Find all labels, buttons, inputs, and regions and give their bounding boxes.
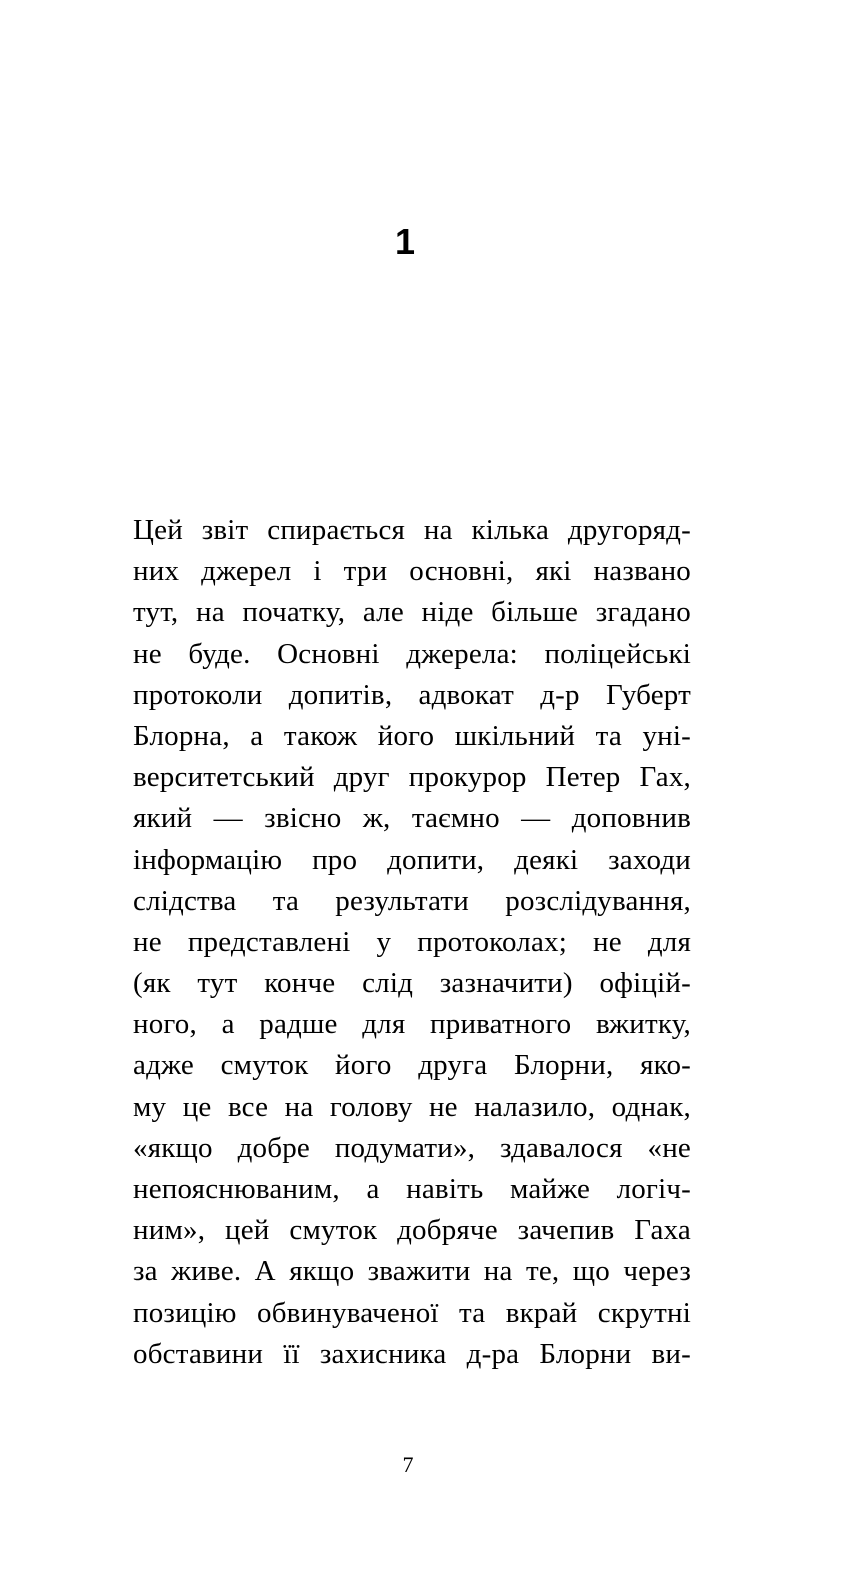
text-line: інформацію про допити, деякі заходи bbox=[133, 843, 691, 876]
text-line: за живе. А якщо зважити на те, що через bbox=[133, 1255, 691, 1288]
text-line: слідства та результати розслідування, bbox=[133, 884, 691, 917]
text-line: тут, на початку, але ніде більше згадано bbox=[133, 596, 691, 629]
text-line: протоколи допитів, адвокат д-р Губерт bbox=[133, 678, 691, 711]
text-line: «якщо добре подумати», здавалося «не bbox=[133, 1131, 691, 1164]
text-line: (як тут конче слід зазначити) офіцій- bbox=[133, 967, 691, 1000]
text-line: адже смуток його друга Блорни, яко- bbox=[133, 1049, 691, 1082]
text-line: не буде. Основні джерела: поліцейські bbox=[133, 637, 691, 670]
text-line: ного, а радше для приватного вжитку, bbox=[133, 1008, 691, 1041]
text-line: Блорна, а також його шкільний та уні- bbox=[133, 719, 691, 752]
text-line: непояснюваним, а навіть майже логіч- bbox=[133, 1173, 691, 1205]
text-line: обставини її захисника д-ра Блорни ви- bbox=[133, 1337, 691, 1370]
text-line: позицію обвинуваченої та вкрай скрутні bbox=[133, 1296, 691, 1329]
text-line: них джерел і три основні, які названо bbox=[133, 555, 691, 588]
page-number: 7 bbox=[402, 1452, 414, 1477]
body-paragraph bbox=[133, 510, 691, 1375]
text-line: верситетський друг прокурор Петер Гах, bbox=[133, 761, 691, 794]
text-line: не представлені у протоколах; не для bbox=[133, 925, 691, 958]
chapter-number: 1 bbox=[394, 221, 416, 262]
text-line: му це все на голову не налазило, однак, bbox=[133, 1090, 691, 1123]
text-line: який — звісно ж, таємно — доповнив bbox=[133, 802, 691, 835]
text-line: Цей звіт спирається на кілька другоряд- bbox=[133, 514, 691, 546]
text-line: ним», цей смуток добряче зачепив Гаха bbox=[133, 1214, 691, 1247]
